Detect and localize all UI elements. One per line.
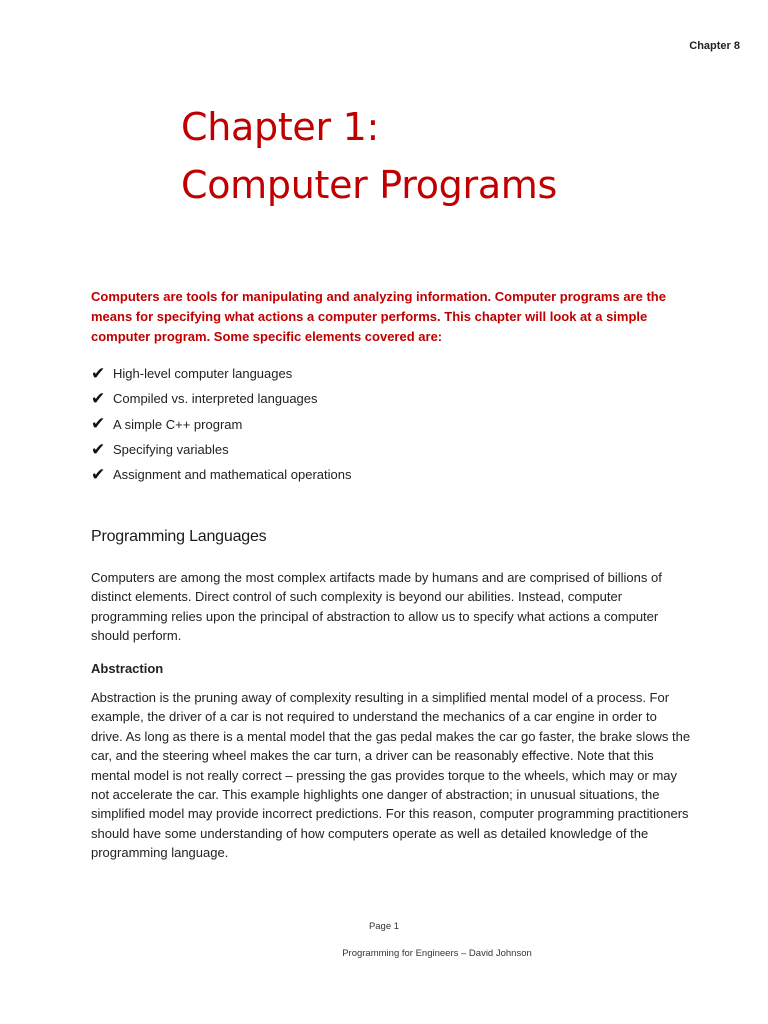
checklist-item (91, 361, 351, 386)
chapter-intro: Computers are tools for manipulating and analyzing information. Computer programs are the means for specifying what actions a computer performs. This chapter will look at a simple computer program. Some specific elements covered are: (91, 289, 666, 344)
running-header: Chapter 8 (689, 40, 740, 52)
checklist-item (91, 437, 351, 462)
checklist-item (91, 386, 351, 411)
check-icon: ✔ (91, 439, 106, 460)
checklist-item-label: Compiled vs. interpreted languages (113, 391, 318, 407)
chapter-title (181, 98, 557, 214)
checklist-item-label: A simple C++ program (113, 416, 243, 432)
topics-checklist (91, 361, 351, 487)
check-icon: ✔ (91, 388, 106, 409)
checklist-item (91, 462, 351, 487)
footer-book-title: Programming for Engineers – David Johnson (342, 948, 532, 959)
checklist-item-label: Assignment and mathematical operations (113, 467, 352, 483)
page-number: Page 1 (368, 921, 400, 932)
section-paragraph: Computers are among the most complex artifacts made by humans and are comprised of billions of distinct elements. Direct control of such complexity is beyond our abilities. Instead, computer programming relies upon the principal of abstraction to allow us to specify what actions a computer should perform. (91, 570, 662, 644)
checklist-item-label: Specifying variables (113, 442, 229, 458)
check-icon: ✔ (91, 414, 106, 435)
checklist-item (91, 412, 351, 437)
check-icon: ✔ (91, 464, 106, 485)
section-heading: Programming Languages (91, 528, 267, 545)
chapter-title-line2: Computer Programs (181, 163, 558, 207)
subsection-heading: Abstraction (91, 661, 164, 676)
subsection-paragraph: Abstraction is the pruning away of complexity resulting in a simplified mental model of a process. For example, the driver of a car is not required to understand the mechanics of a car engine in order to drive. As long as there is a mental model that the gas pedal makes the car go faster, the brake slows the car, and the steering wheel makes the car turn, a driver can be reasonably effective. Note that this mental model is not really correct – pressing the gas provides torque to the wheels, which may or may not accelerate the car. This example highlights one danger of abstraction; in unusual situations, the simplified model may provide incorrect predictions. For this reason, computer programming practitioners should have some understanding of how computers operate as well as detailed knowledge of the programming language. (91, 690, 691, 861)
check-icon: ✔ (91, 363, 106, 384)
checklist-item-label: High-level computer languages (113, 366, 293, 382)
chapter-title-line1: Chapter 1: (181, 105, 379, 149)
